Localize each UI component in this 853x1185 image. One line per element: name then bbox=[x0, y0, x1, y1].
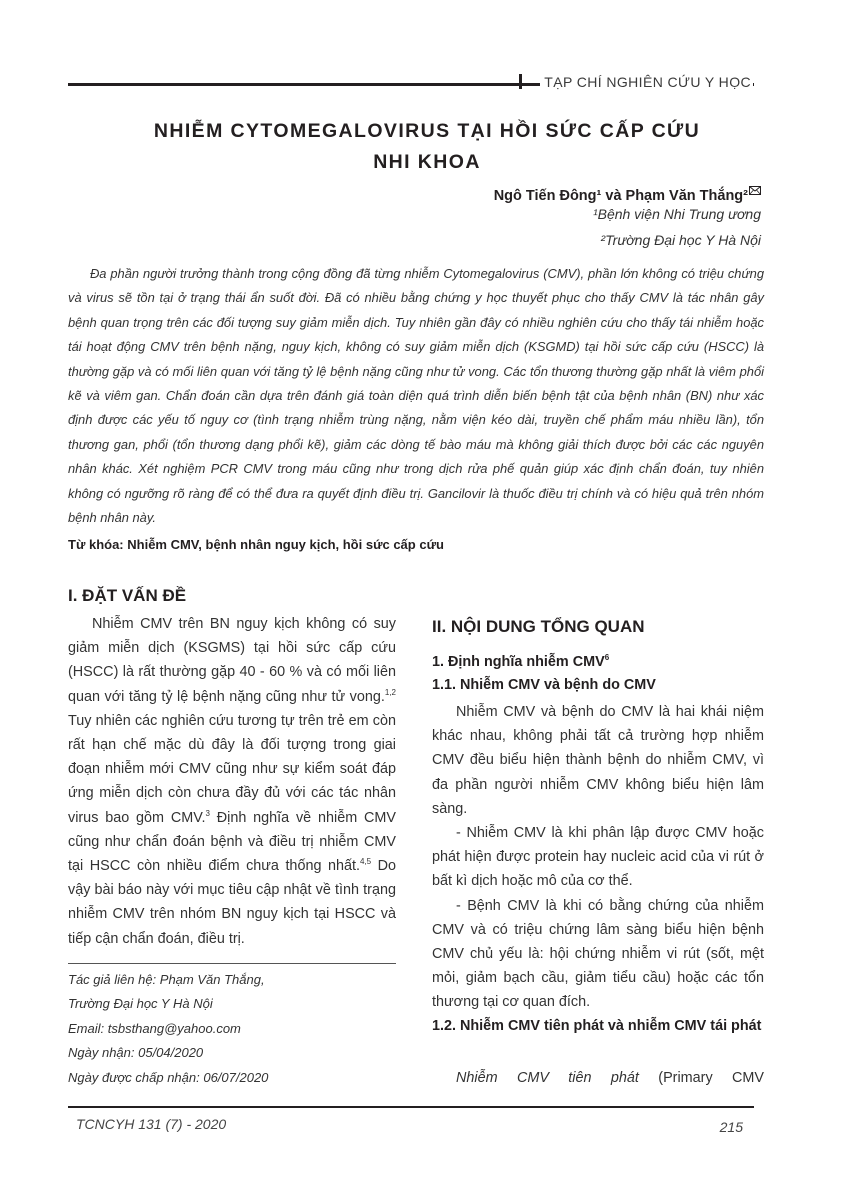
correspondence-block bbox=[68, 968, 396, 1090]
correspondence-rule bbox=[68, 963, 396, 964]
corresponding-author: Tác giả liên hệ: Phạm Văn Thắng, bbox=[68, 972, 265, 987]
intro-text-c: Định nghĩa về nhiễm CMV cũng như chẩn đoán bệnh và điều trị nhiễm CMV tại HSCC còn nhiều điểm chưa thống nhất. bbox=[68, 809, 396, 875]
definition-paragraph: Nhiễm CMV và bệnh do CMV là hai khái niệm khác nhau, không phải tất cả trường hợp nhiễm CMV đều biểu hiện thành bệnh do nhiễm CMV, vì đa phần người nhiễm CMV không biểu hiện lâm sàng. bbox=[432, 704, 764, 817]
primary-infection-text: (Primary CMV bbox=[638, 1070, 764, 1086]
citation-ref: 1,2 bbox=[384, 687, 396, 697]
subheading-primary-recurrent: 1.2. Nhiễm CMV tiên phát và nhiễm CMV tái phát bbox=[432, 1018, 762, 1034]
header-tab-marker bbox=[519, 74, 522, 89]
received-date: Ngày nhận: 05/04/2020 bbox=[68, 1045, 204, 1061]
intro-text-b: Tuy nhiên các nghiên cứu tương tự trên trẻ em còn rất hạn chế mặc dù đây là đối tượng trong giai đoạn nhiễm mới CMV cũng như sự kiểm soát đáp ứng miễn dịch còn chưa đầy đủ với các tác nhân virus bao gồm CMV. bbox=[68, 712, 396, 826]
primary-infection-body bbox=[432, 1066, 764, 1090]
title-line-1: NHIỄM CYTOMEGALOVIRUS TẠI HỒI SỨC CẤP CỨU bbox=[153, 120, 701, 142]
section-heading-introduction: I. ĐẶT VẤN ĐỀ bbox=[68, 586, 187, 605]
subheading-definition-text: 1. Định nghĩa nhiễm CMV bbox=[432, 654, 605, 670]
affiliation-1: ¹Bệnh viện Nhi Trung ương bbox=[592, 206, 761, 222]
primary-infection-paragraph bbox=[432, 1066, 764, 1090]
definition-infection: - Nhiễm CMV là khi phân lập được CMV hoặc phát hiện được protein hay nucleic acid của vi rút ở bất kì dịch hoặc mô của cơ thể. bbox=[432, 825, 764, 890]
corresponding-institution: Trường Đại học Y Hà Nội bbox=[68, 996, 213, 1012]
definition-body bbox=[432, 700, 764, 1015]
journal-citation: TCNCYH 131 (7) - 2020 bbox=[76, 1116, 227, 1132]
page-number: 215 bbox=[719, 1119, 743, 1135]
abstract: Đa phần người trưởng thành trong cộng đồng đã từng nhiễm Cytomegalovirus (CMV), phần lớn không có triệu chứng và virus sẽ tồn tại ở trạng thái ẩn suốt đời. Đã có nhiều bằng chứng y học thuyết phục cho thấy CMV là tác nhân gây bệnh quan trọng trên các đối tượng suy giảm miễn dịch. Tuy nhiên gần đây có nhiều nghiên cứu cho thấy tái nhiễm hoặc tái hoạt động CMV trên bệnh nặng, nguy kịch, không có suy giảm miễn dịch (KSGMD) tại hồi sức cấp cứu (HSCC) là thường gặp và có mối liên quan với tăng tỷ lệ bệnh nặng cũng như tử vong. Các tổn thương thường gặp nhất là viêm phổi kẽ và viêm gan. Chẩn đoán cần dựa trên đánh giá toàn diện quá trình diễn biến bệnh tật của bệnh nhân (BN) như xác định được các yếu tố nguy cơ (tình trạng nhiễm trùng nặng, nằm viện kéo dài, truyền chế phẩm máu nhiều lần), tổn thương gan, phổi (tổn thương dạng phổi kẽ), giảm các dòng tế bào máu mà không giải thích được bởi các các nguyên nhân khác. Xét nghiệm PCR CMV trong máu cũng như trong dịch rửa phế quản giúp xác định chẩn đoán, tuy nhiên không có ngưỡng rõ ràng để có thể đưa ra quyết định điều trị. Gancilovir là thuốc điều trị chính và có hiệu quả trên nhóm bệnh nhân này. bbox=[68, 266, 764, 526]
footer-rule bbox=[68, 1106, 754, 1108]
primary-infection-term: Nhiễm CMV tiên phát bbox=[456, 1070, 639, 1086]
citation-ref: 3 bbox=[205, 808, 210, 818]
title-line-2: NHI KHOA bbox=[373, 151, 481, 173]
keywords: Từ khóa: Nhiễm CMV, bệnh nhân nguy kịch, hồi sức cấp cứu bbox=[68, 537, 444, 552]
author-line bbox=[494, 183, 761, 204]
affiliation-2: ²Trường Đại học Y Hà Nội bbox=[600, 232, 761, 248]
citation-ref: 4,5 bbox=[359, 857, 372, 867]
definition-disease: - Bệnh CMV là khi có bằng chứng của nhiễm CMV và có triệu chứng lâm sàng biểu hiện bệnh CMV chủ yếu là: hội chứng nhiễm vi rút (sốt, mệt mỏi, giảm bạch cầu, giảm tiểu cầu) hoặc các tổn thương tại cơ quan đích. bbox=[432, 897, 764, 1011]
intro-text-d: Do vậy bài báo này với mục tiêu cập nhật về tình trạng nhiễm CMV trên nhóm BN nguy kịch tại HSCC và tiếp cận chẩn đoán, điều trị. bbox=[68, 858, 396, 947]
envelope-icon bbox=[749, 183, 761, 199]
article-title bbox=[120, 116, 734, 178]
accepted-date: Ngày được chấp nhận: 06/07/2020 bbox=[68, 1069, 269, 1085]
introduction-paragraph bbox=[68, 612, 396, 951]
corresponding-email: Email: tsbsthang@yahoo.com bbox=[68, 1020, 241, 1036]
author-names: Ngô Tiến Đông¹ và Phạm Văn Thắng² bbox=[493, 188, 748, 204]
section-heading-review: II. NỘI DUNG TỔNG QUAN bbox=[432, 617, 645, 636]
introduction-body bbox=[68, 612, 396, 951]
citation-ref: 6 bbox=[604, 653, 610, 663]
intro-text-a: Nhiễm CMV trên BN nguy kịch không có suy giảm miễn dịch (KSGMS) tại hồi sức cấp cứu (HSCC) là rất thường gặp 40 - 60 % và có mối liên quan với tăng tỷ lệ bệnh nặng cũng như tử vong. bbox=[68, 616, 396, 705]
subheading-definition bbox=[432, 650, 609, 674]
journal-name: TẠP CHÍ NGHIÊN CỨU Y HỌC bbox=[540, 74, 753, 90]
subheading-infection-vs-disease: 1.1. Nhiễm CMV và bệnh do CMV bbox=[432, 677, 656, 693]
